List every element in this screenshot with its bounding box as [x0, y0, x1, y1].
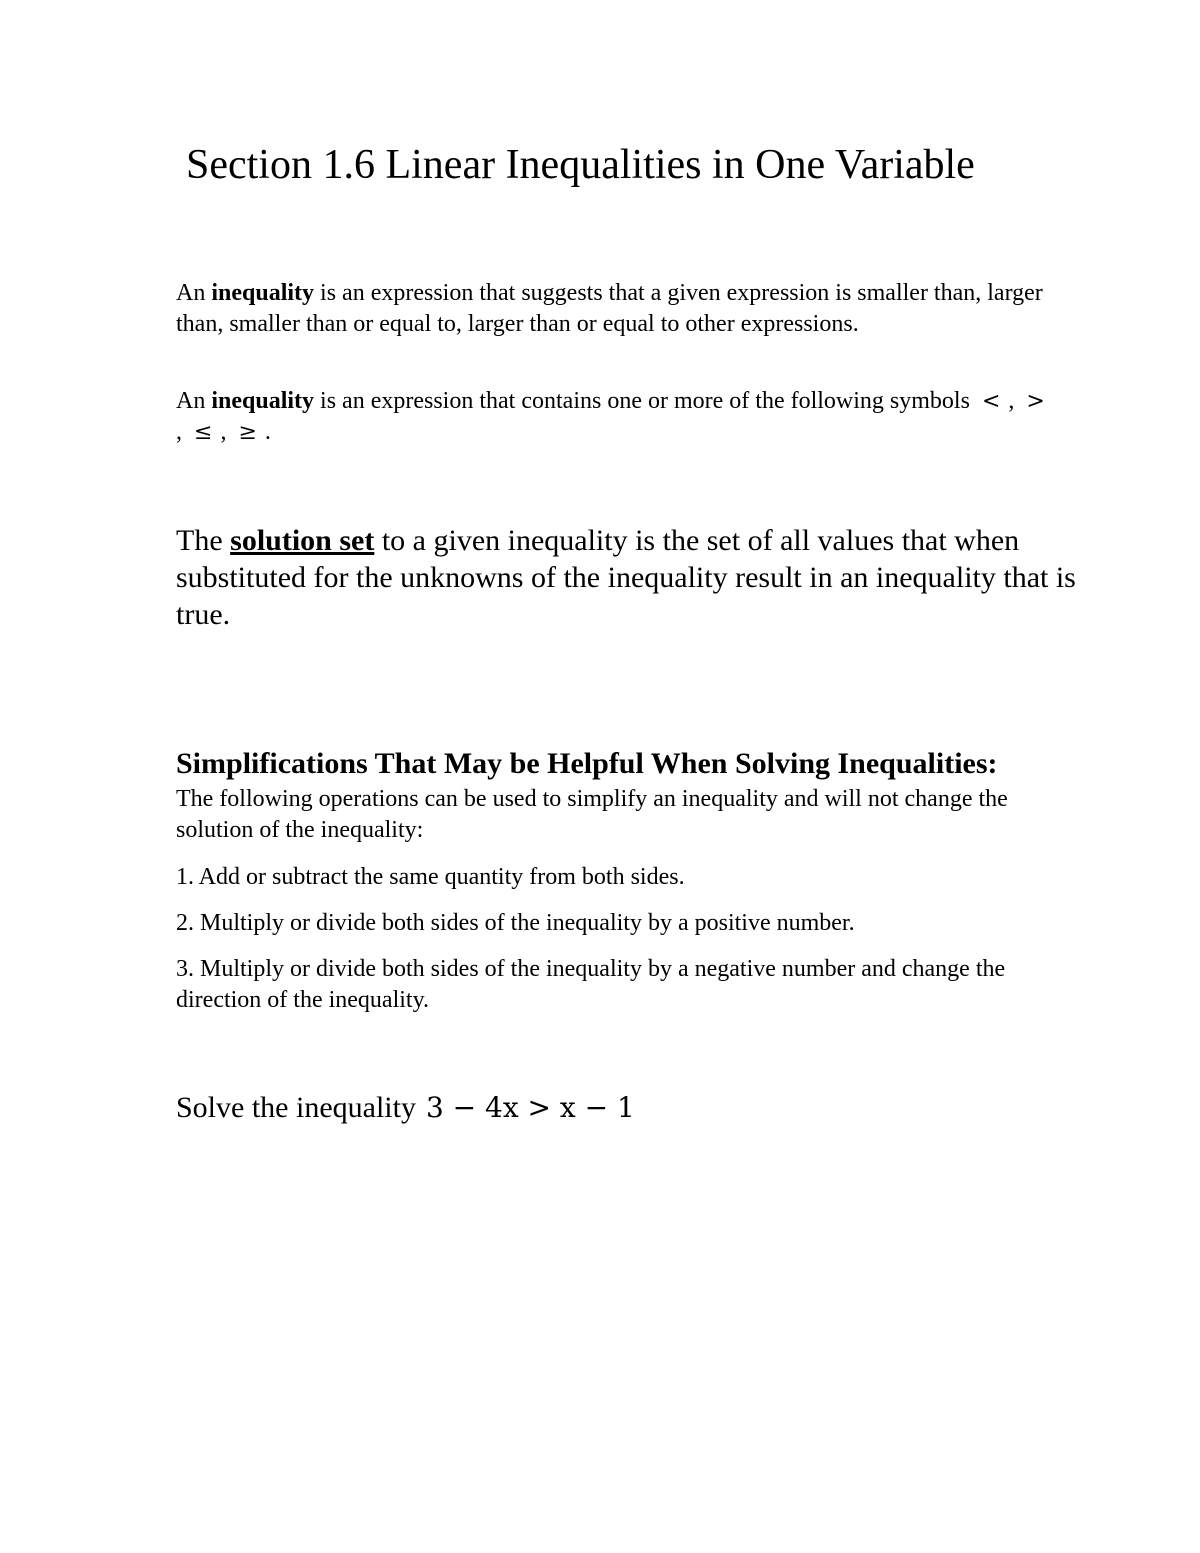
definition-2-term: inequality — [211, 388, 315, 414]
problem-text: Solve the inequality — [176, 1091, 416, 1124]
problem-expression: 3 − 4x > x − 1 — [425, 1091, 635, 1124]
simplifications-intro: The following operations can be used to simplify an inequality and will not change the solution of the inequality: — [176, 786, 1008, 843]
solution-set-text: to a given inequality is the set of all values that when substituted for the unknowns of the inequality result in an inequality that is true. — [176, 524, 1076, 631]
solution-set-term: solution set — [230, 524, 375, 557]
practice-problem — [176, 1090, 635, 1126]
less-than-or-equal-symbol: ≤ — [194, 420, 213, 445]
definition-1-text: is an expression that suggests that a given expression is smaller than, larger than, smaller than or equal to, larger than or equal to other expressions. — [176, 280, 1043, 337]
rule-item: 2. Multiply or divide both sides of the inequality by a positive number. — [176, 910, 855, 936]
definition-1-intro: An — [176, 280, 206, 306]
inequality-definition-2 — [176, 386, 1056, 448]
inequality-definition-1 — [176, 278, 1056, 340]
less-than-symbol: < — [981, 389, 1001, 414]
solution-set-definition — [176, 522, 1076, 633]
definition-2-end: . — [264, 419, 271, 445]
greater-than-or-equal-symbol: ≥ — [238, 420, 257, 445]
symbol-separator: , — [220, 419, 227, 445]
rule-item: 1. Add or subtract the same quantity from both sides. — [176, 864, 685, 890]
section-title: Section 1.6 Linear Inequalities in One Variable — [186, 142, 975, 188]
symbol-separator: , — [1008, 388, 1015, 414]
definition-1-term: inequality — [211, 280, 315, 306]
greater-than-symbol: > — [1026, 389, 1045, 414]
rule-item: 3. Multiply or divide both sides of the inequality by a negative number and change the direction of the inequality. — [176, 956, 1006, 1013]
definition-2-text: is an expression that contains one or more of the following symbols — [320, 388, 970, 414]
definition-2-intro: An — [176, 388, 206, 414]
solution-set-intro: The — [176, 524, 223, 557]
simplifications-heading: Simplifications That May be Helpful When Solving Inequalities: — [176, 747, 998, 780]
symbol-separator: , — [176, 419, 182, 445]
